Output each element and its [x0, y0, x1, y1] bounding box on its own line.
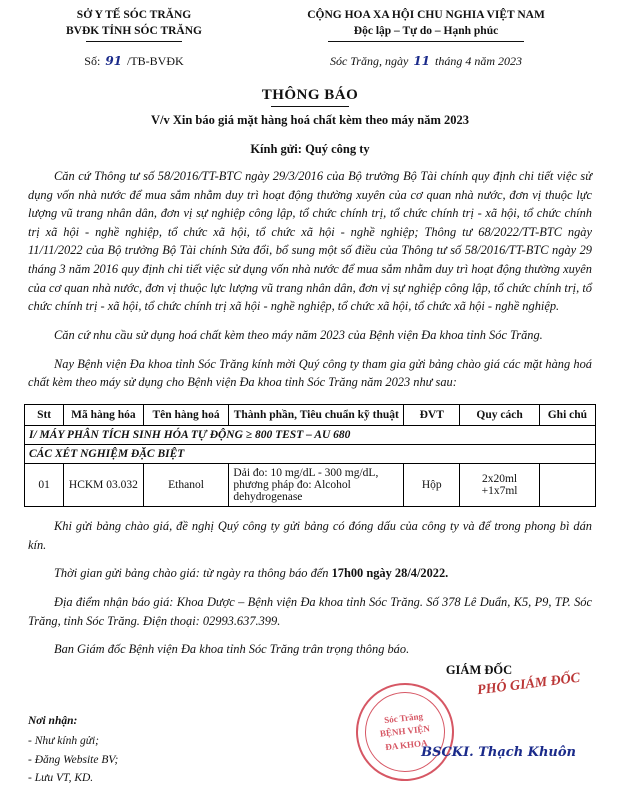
title-block	[0, 87, 620, 128]
goods-table	[24, 404, 596, 507]
footer-paragraph-3: Địa điểm nhận báo giá: Khoa Dược – Bệnh viện Đa khoa tỉnh Sóc Trăng. Số 378 Lê Duẩn, K5, P9, TP. Sóc Trăng, tỉnh Sóc Trăng. Điện thoại: 02993.637.399.	[28, 594, 592, 628]
table-row	[25, 426, 596, 445]
signer-name: BSCKI. Thạch Khuôn	[421, 744, 576, 760]
cell-unit: Hộp	[404, 464, 460, 507]
seal-line-1: BỆNH VIỆN	[379, 723, 431, 739]
recipient-line: Kính gửi: Quý công ty	[250, 142, 370, 157]
body-paragraph-1: Căn cứ Thông tư số 58/2016/TT-BTC ngày 29/3/2016 của Bộ trưởng Bộ Tài chính quy định chi tiết việc sử dụng vốn nhà nước để mua sắm nhằm duy trì hoạt động thường xuyên của cơ quan nhà nước, đơn vị thuộc lực lượng vũ trang nhân dân, đơn vị sự nghiệp công lập, tổ chức chính trị, tổ chức chính trị - xã hội, tổ chức chính trị xã hội - nghề nghiệp, tổ chức xã hội, tổ chức xã hội - nghề nghiệp; Thông tư 68/2022/TT-BTC ngày 11/11/2022 của Bộ trưởng Bộ Tài chính Sửa đổi, bổ sung một số điều của Thông tư số 58/2016/TT-BTC ngày 29 tháng 3 năm 2016 quy định chi tiết việc sử dụng vốn nhà nước để mua sắm nhằm duy trì hoạt động thường xuyên của cơ quan nhà nước, đơn vị thuộc lực lượng vũ trang nhân dân, đơn vị sự nghiệp công lập, tổ chức chính trị, tổ chức chính trị - xã hội, tổ chức chính trị xã hội - nghề nghiệp, tổ chức xã hội, tổ chức xã hội - nghề nghiệp.	[28, 169, 592, 314]
footer-paragraph-2	[28, 564, 592, 583]
document-number-label: Số:	[84, 54, 101, 69]
table-row	[25, 445, 596, 464]
list-item: - Lưu VT, KD.	[28, 772, 94, 785]
seal-top-text: Sóc Trăng	[383, 710, 424, 725]
country-name: CỘNG HOA XA HỘI CHU NGHIA VIỆT NAM	[307, 9, 545, 21]
cell-note	[539, 464, 595, 507]
page-title: THÔNG BÁO	[261, 87, 359, 104]
page-subtitle: V/v Xin báo giá mặt hàng hoá chất kèm theo máy năm 2023	[150, 113, 470, 128]
document-number-suffix: /TB-BVĐK	[127, 54, 184, 69]
title-underline	[271, 106, 349, 107]
deadline-text: Thời gian gửi bảng chào giá: từ ngày ra thông báo đến	[54, 566, 332, 581]
document-number-row	[0, 42, 620, 69]
divider-line	[328, 41, 524, 42]
place-date-prefix: Sóc Trăng, ngày	[329, 54, 409, 69]
national-heading	[250, 8, 602, 42]
place-date-month-year: tháng 4 năm 2023	[435, 54, 523, 69]
table-header-row	[25, 404, 596, 425]
recipients-items	[28, 732, 118, 787]
table-body	[25, 426, 596, 507]
official-seal-inner	[361, 688, 449, 776]
list-item: - Như kính gửi;	[28, 735, 99, 748]
recipients-list	[28, 712, 118, 788]
issuing-authority	[18, 8, 250, 42]
cell-stt: 01	[25, 464, 64, 507]
column-header-code: Mã hàng hóa	[64, 404, 143, 425]
hospital-name: BVĐK TỈNH SÓC TRĂNG	[65, 24, 202, 37]
place-date	[250, 54, 602, 69]
body-paragraph-3: Nay Bệnh viện Đa khoa tỉnh Sóc Trăng kính mời Quý công ty tham gia gửi bảng chào giá các mặt hàng hoá chất kèm theo máy sử dụng cho Bệnh viện Đa khoa tỉnh Sóc Trăng năm 2023 như sau:	[28, 356, 592, 390]
recipients-title: Nơi nhận:	[28, 715, 78, 727]
cell-code: HCKM 03.032	[64, 464, 143, 507]
goods-table-wrapper	[0, 392, 620, 507]
deadline-value: 17h00 ngày 28/4/2022.	[331, 566, 449, 581]
footer-paragraph-4: Ban Giám đốc Bệnh viện Đa khoa tỉnh Sóc Trăng trân trọng thông báo.	[54, 642, 410, 657]
seal-line-2: ĐA KHOA	[384, 737, 428, 752]
official-seal-icon	[351, 678, 459, 786]
column-header-packaging: Quy cách	[460, 404, 539, 425]
list-item: - Đăng Website BV;	[28, 753, 119, 766]
document-number	[18, 54, 250, 69]
cell-spec: Dải đo: 10 mg/dL - 300 mg/dL, phương pháp đo: Alcohol dehydrogenase	[229, 464, 404, 507]
cell-name: Ethanol	[143, 464, 229, 507]
column-header-stt: Stt	[25, 404, 64, 425]
document-number-value: 91	[105, 54, 123, 69]
department-name: SỞ Y TẾ SÓC TRĂNG	[76, 9, 192, 21]
table-head	[25, 404, 596, 425]
table-row	[25, 464, 596, 507]
document-footer-notes	[0, 517, 620, 659]
table-section-row-2: CÁC XÉT NGHIỆM ĐẶC BIỆT	[25, 445, 596, 464]
signature-title: GIÁM ĐỐC	[445, 662, 513, 677]
date-day-value: 11	[413, 54, 431, 69]
footer-paragraph-1: Khi gửi bảng chào giá, đề nghị Quý công ty gửi bảng có đóng dấu của công ty và để trong phong bì dán kín.	[28, 519, 592, 552]
column-header-note: Ghi chú	[539, 404, 595, 425]
column-header-spec: Thành phần, Tiêu chuẩn kỹ thuật	[229, 404, 404, 425]
national-motto: Độc lập – Tự do – Hạnh phúc	[353, 24, 499, 37]
table-section-row-1: I/ MÁY PHÂN TÍCH SINH HÓA TỰ ĐỘNG ≥ 800 TEST – AU 680	[25, 426, 596, 445]
column-header-name: Tên hàng hoá	[143, 404, 229, 425]
cell-packaging: 2x20ml +1x7ml	[460, 464, 539, 507]
body-paragraph-2: Căn cứ nhu cầu sử dụng hoá chất kèm theo máy năm 2023 của Bệnh viện Đa khoa tỉnh Sóc Trăng.	[54, 327, 543, 342]
divider-line	[86, 41, 182, 42]
document-header	[0, 0, 620, 42]
column-header-unit: ĐVT	[404, 404, 460, 425]
document-body	[0, 167, 620, 392]
deputy-director-stamp: PHÓ GIÁM ĐỐC	[475, 670, 581, 699]
